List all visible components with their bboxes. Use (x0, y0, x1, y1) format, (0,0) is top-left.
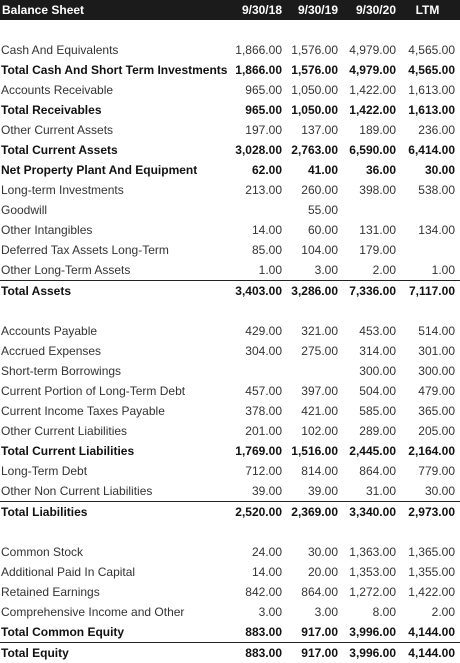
row-value-ltm: 4,565.00 (408, 63, 455, 77)
table-row (0, 40, 460, 60)
row-value-9-30-20: 1,422.00 (349, 83, 396, 97)
row-value-9-30-18: 24.00 (251, 545, 282, 559)
row-value-ltm: 236.00 (418, 123, 455, 137)
row-value-9-30-20: 8.00 (372, 605, 396, 619)
table-row (0, 381, 460, 401)
row-value-9-30-19: 3,286.00 (291, 284, 338, 298)
row-label: Accounts Receivable (1, 83, 114, 97)
row-label: Current Portion of Long-Term Debt (1, 384, 186, 398)
table-row (0, 582, 460, 602)
section-spacer (0, 301, 460, 321)
row-value-9-30-20: 314.00 (359, 344, 396, 358)
row-value-9-30-18: 197.00 (245, 123, 282, 137)
row-value-ltm: 6,414.00 (408, 143, 455, 157)
table-row (0, 461, 460, 481)
row-value-9-30-19: 917.00 (301, 646, 338, 660)
row-value-9-30-20: 3,996.00 (349, 625, 396, 639)
row-value-ltm: 205.00 (418, 424, 455, 438)
table-row (0, 441, 460, 461)
row-value-9-30-19: 421.00 (301, 404, 338, 418)
row-value-9-30-20: 6,590.00 (349, 143, 396, 157)
table-row (0, 100, 460, 120)
row-value-9-30-19: 104.00 (301, 243, 338, 257)
row-value-9-30-19: 3.00 (314, 263, 338, 277)
row-value-9-30-20: 398.00 (359, 183, 396, 197)
row-label: Retained Earnings (1, 585, 100, 599)
row-value-9-30-20: 131.00 (359, 223, 396, 237)
table-row (0, 80, 460, 100)
row-value-ltm: 538.00 (418, 183, 455, 197)
row-value-ltm: 2.00 (431, 605, 455, 619)
row-value-9-30-20: 2,445.00 (349, 444, 396, 458)
row-value-ltm: 2,164.00 (408, 444, 455, 458)
row-value-9-30-19: 1,576.00 (291, 43, 338, 57)
row-value-ltm: 30.00 (424, 163, 455, 177)
row-value-9-30-18: 883.00 (245, 646, 282, 660)
row-value-ltm: 779.00 (418, 464, 455, 478)
row-label: Other Non Current Liabilities (1, 484, 153, 498)
table-row (0, 240, 460, 260)
table-row (0, 361, 460, 381)
row-value-9-30-19: 917.00 (301, 625, 338, 639)
row-value-ltm: 134.00 (418, 223, 455, 237)
row-value-9-30-19: 102.00 (301, 424, 338, 438)
row-value-9-30-19: 30.00 (307, 545, 338, 559)
row-value-9-30-18: 378.00 (245, 404, 282, 418)
row-value-9-30-20: 189.00 (359, 123, 396, 137)
row-value-9-30-19: 20.00 (307, 565, 338, 579)
row-value-ltm: 1,355.00 (408, 565, 455, 579)
row-value-9-30-18: 62.00 (251, 163, 282, 177)
row-value-ltm: 4,565.00 (408, 43, 455, 57)
row-value-9-30-19: 3.00 (314, 605, 338, 619)
row-value-ltm: 300.00 (418, 364, 455, 378)
table-row (0, 602, 460, 622)
row-label: Long-term Investments (1, 183, 124, 197)
row-value-ltm: 1,613.00 (408, 83, 455, 97)
row-value-ltm: 514.00 (418, 324, 455, 338)
section-spacer (0, 522, 460, 542)
row-value-9-30-18: 3.00 (258, 605, 282, 619)
row-value-9-30-20: 2.00 (372, 263, 396, 277)
row-value-9-30-20: 300.00 (359, 364, 396, 378)
row-value-ltm: 1.00 (431, 263, 455, 277)
table-row (0, 401, 460, 421)
row-value-9-30-20: 453.00 (359, 324, 396, 338)
row-value-ltm: 30.00 (424, 484, 455, 498)
table-row (0, 160, 460, 180)
row-value-9-30-19: 2,763.00 (291, 143, 338, 157)
row-value-9-30-20: 1,272.00 (349, 585, 396, 599)
table-row (0, 280, 460, 301)
row-value-9-30-18: 213.00 (245, 183, 282, 197)
row-value-9-30-18: 429.00 (245, 324, 282, 338)
table-row (0, 140, 460, 160)
row-value-9-30-19: 137.00 (301, 123, 338, 137)
row-value-9-30-19: 1,576.00 (291, 63, 338, 77)
row-value-9-30-20: 4,979.00 (349, 43, 396, 57)
row-value-9-30-18: 1.00 (258, 263, 282, 277)
table-row (0, 260, 460, 280)
table-row (0, 562, 460, 582)
row-label: Total Current Assets (1, 143, 118, 157)
row-value-9-30-19: 814.00 (301, 464, 338, 478)
row-value-9-30-18: 39.00 (251, 484, 282, 498)
row-value-ltm: 1,613.00 (408, 103, 455, 117)
row-value-9-30-18: 457.00 (245, 384, 282, 398)
row-label: Other Intangibles (1, 223, 93, 237)
row-label: Total Liabilities (1, 505, 88, 519)
table-row (0, 421, 460, 441)
table-row (0, 120, 460, 140)
row-label: Total Receivables (1, 103, 102, 117)
row-value-9-30-18: 1,866.00 (235, 63, 282, 77)
row-value-9-30-19: 397.00 (301, 384, 338, 398)
row-value-9-30-19: 2,369.00 (291, 505, 338, 519)
row-value-9-30-20: 3,996.00 (349, 646, 396, 660)
table-row (0, 220, 460, 240)
row-value-9-30-20: 289.00 (359, 424, 396, 438)
row-label: Total Common Equity (1, 625, 125, 639)
row-value-9-30-19: 60.00 (307, 223, 338, 237)
row-value-9-30-19: 864.00 (301, 585, 338, 599)
table-header (0, 0, 460, 20)
row-value-ltm: 1,365.00 (408, 545, 455, 559)
row-value-9-30-18: 85.00 (251, 243, 282, 257)
table-row (0, 60, 460, 80)
row-value-ltm: 1,422.00 (408, 585, 455, 599)
row-value-9-30-18: 3,403.00 (235, 284, 282, 298)
row-value-9-30-19: 260.00 (301, 183, 338, 197)
row-value-9-30-20: 7,336.00 (349, 284, 396, 298)
row-value-ltm: 4,144.00 (408, 646, 455, 660)
row-value-9-30-19: 321.00 (301, 324, 338, 338)
row-value-9-30-19: 1,050.00 (291, 83, 338, 97)
row-value-9-30-20: 1,363.00 (349, 545, 396, 559)
row-value-9-30-18: 842.00 (245, 585, 282, 599)
row-label: Other Current Assets (1, 123, 114, 137)
row-value-9-30-20: 179.00 (359, 243, 396, 257)
table-row (0, 501, 460, 522)
row-value-ltm: 365.00 (418, 404, 455, 418)
row-value-9-30-20: 1,353.00 (349, 565, 396, 579)
row-value-ltm: 479.00 (418, 384, 455, 398)
row-label: Cash And Equivalents (1, 43, 119, 57)
table-row (0, 321, 460, 341)
row-value-ltm: 4,144.00 (408, 625, 455, 639)
table-row (0, 481, 460, 501)
section-spacer (0, 20, 460, 40)
row-value-9-30-20: 585.00 (359, 404, 396, 418)
row-value-9-30-18: 2,520.00 (235, 505, 282, 519)
table-title: Balance Sheet (2, 3, 85, 17)
row-label: Comprehensive Income and Other (1, 605, 185, 619)
row-value-9-30-18: 14.00 (251, 565, 282, 579)
row-value-9-30-19: 275.00 (301, 344, 338, 358)
row-value-9-30-19: 1,050.00 (291, 103, 338, 117)
row-value-9-30-18: 883.00 (245, 625, 282, 639)
row-value-9-30-20: 31.00 (365, 484, 396, 498)
table-body (0, 20, 460, 663)
table-row (0, 341, 460, 361)
table-row (0, 642, 460, 663)
row-value-9-30-18: 3,028.00 (235, 143, 282, 157)
row-label: Accounts Payable (1, 324, 98, 338)
row-value-9-30-18: 965.00 (245, 83, 282, 97)
row-value-9-30-18: 304.00 (245, 344, 282, 358)
row-value-9-30-18: 712.00 (245, 464, 282, 478)
row-value-9-30-20: 36.00 (365, 163, 396, 177)
table-row (0, 200, 460, 220)
row-label: Total Assets (1, 284, 72, 298)
row-value-9-30-18: 1,769.00 (235, 444, 282, 458)
row-value-ltm: 7,117.00 (408, 284, 455, 298)
row-label: Total Cash And Short Term Investments (1, 63, 228, 77)
column-header-2020: 9/30/20 (355, 3, 396, 17)
row-label: Other Long-Term Assets (1, 263, 131, 277)
row-label: Long-Term Debt (1, 464, 88, 478)
row-value-9-30-20: 3,340.00 (349, 505, 396, 519)
row-label: Goodwill (1, 203, 48, 217)
row-label: Deferred Tax Assets Long-Term (1, 243, 169, 257)
row-label: Common Stock (1, 545, 84, 559)
row-label: Additional Paid In Capital (1, 565, 136, 579)
row-value-9-30-20: 864.00 (359, 464, 396, 478)
row-label: Accrued Expenses (1, 344, 102, 358)
row-label: Total Equity (1, 646, 69, 660)
table-row (0, 542, 460, 562)
row-value-9-30-20: 1,422.00 (349, 103, 396, 117)
row-label: Short-term Borrowings (1, 364, 122, 378)
row-label: Other Current Liabilities (1, 424, 128, 438)
row-value-9-30-19: 41.00 (307, 163, 338, 177)
row-value-9-30-18: 1,866.00 (235, 43, 282, 57)
row-value-9-30-18: 14.00 (251, 223, 282, 237)
row-label: Total Current Liabilities (1, 444, 135, 458)
table-row (0, 622, 460, 642)
row-value-9-30-20: 4,979.00 (349, 63, 396, 77)
row-value-9-30-19: 55.00 (307, 203, 338, 217)
row-value-9-30-20: 504.00 (359, 384, 396, 398)
row-value-9-30-18: 201.00 (245, 424, 282, 438)
table-row (0, 180, 460, 200)
row-value-ltm: 301.00 (418, 344, 455, 358)
row-value-9-30-19: 39.00 (307, 484, 338, 498)
column-header-2018: 9/30/18 (241, 3, 282, 17)
row-value-9-30-18: 965.00 (245, 103, 282, 117)
row-value-ltm: 2,973.00 (408, 505, 455, 519)
row-label: Current Income Taxes Payable (1, 404, 165, 418)
column-header-ltm: LTM (415, 3, 440, 17)
column-header-2019: 9/30/19 (297, 3, 338, 17)
row-label: Net Property Plant And Equipment (1, 163, 198, 177)
row-value-9-30-19: 1,516.00 (291, 444, 338, 458)
